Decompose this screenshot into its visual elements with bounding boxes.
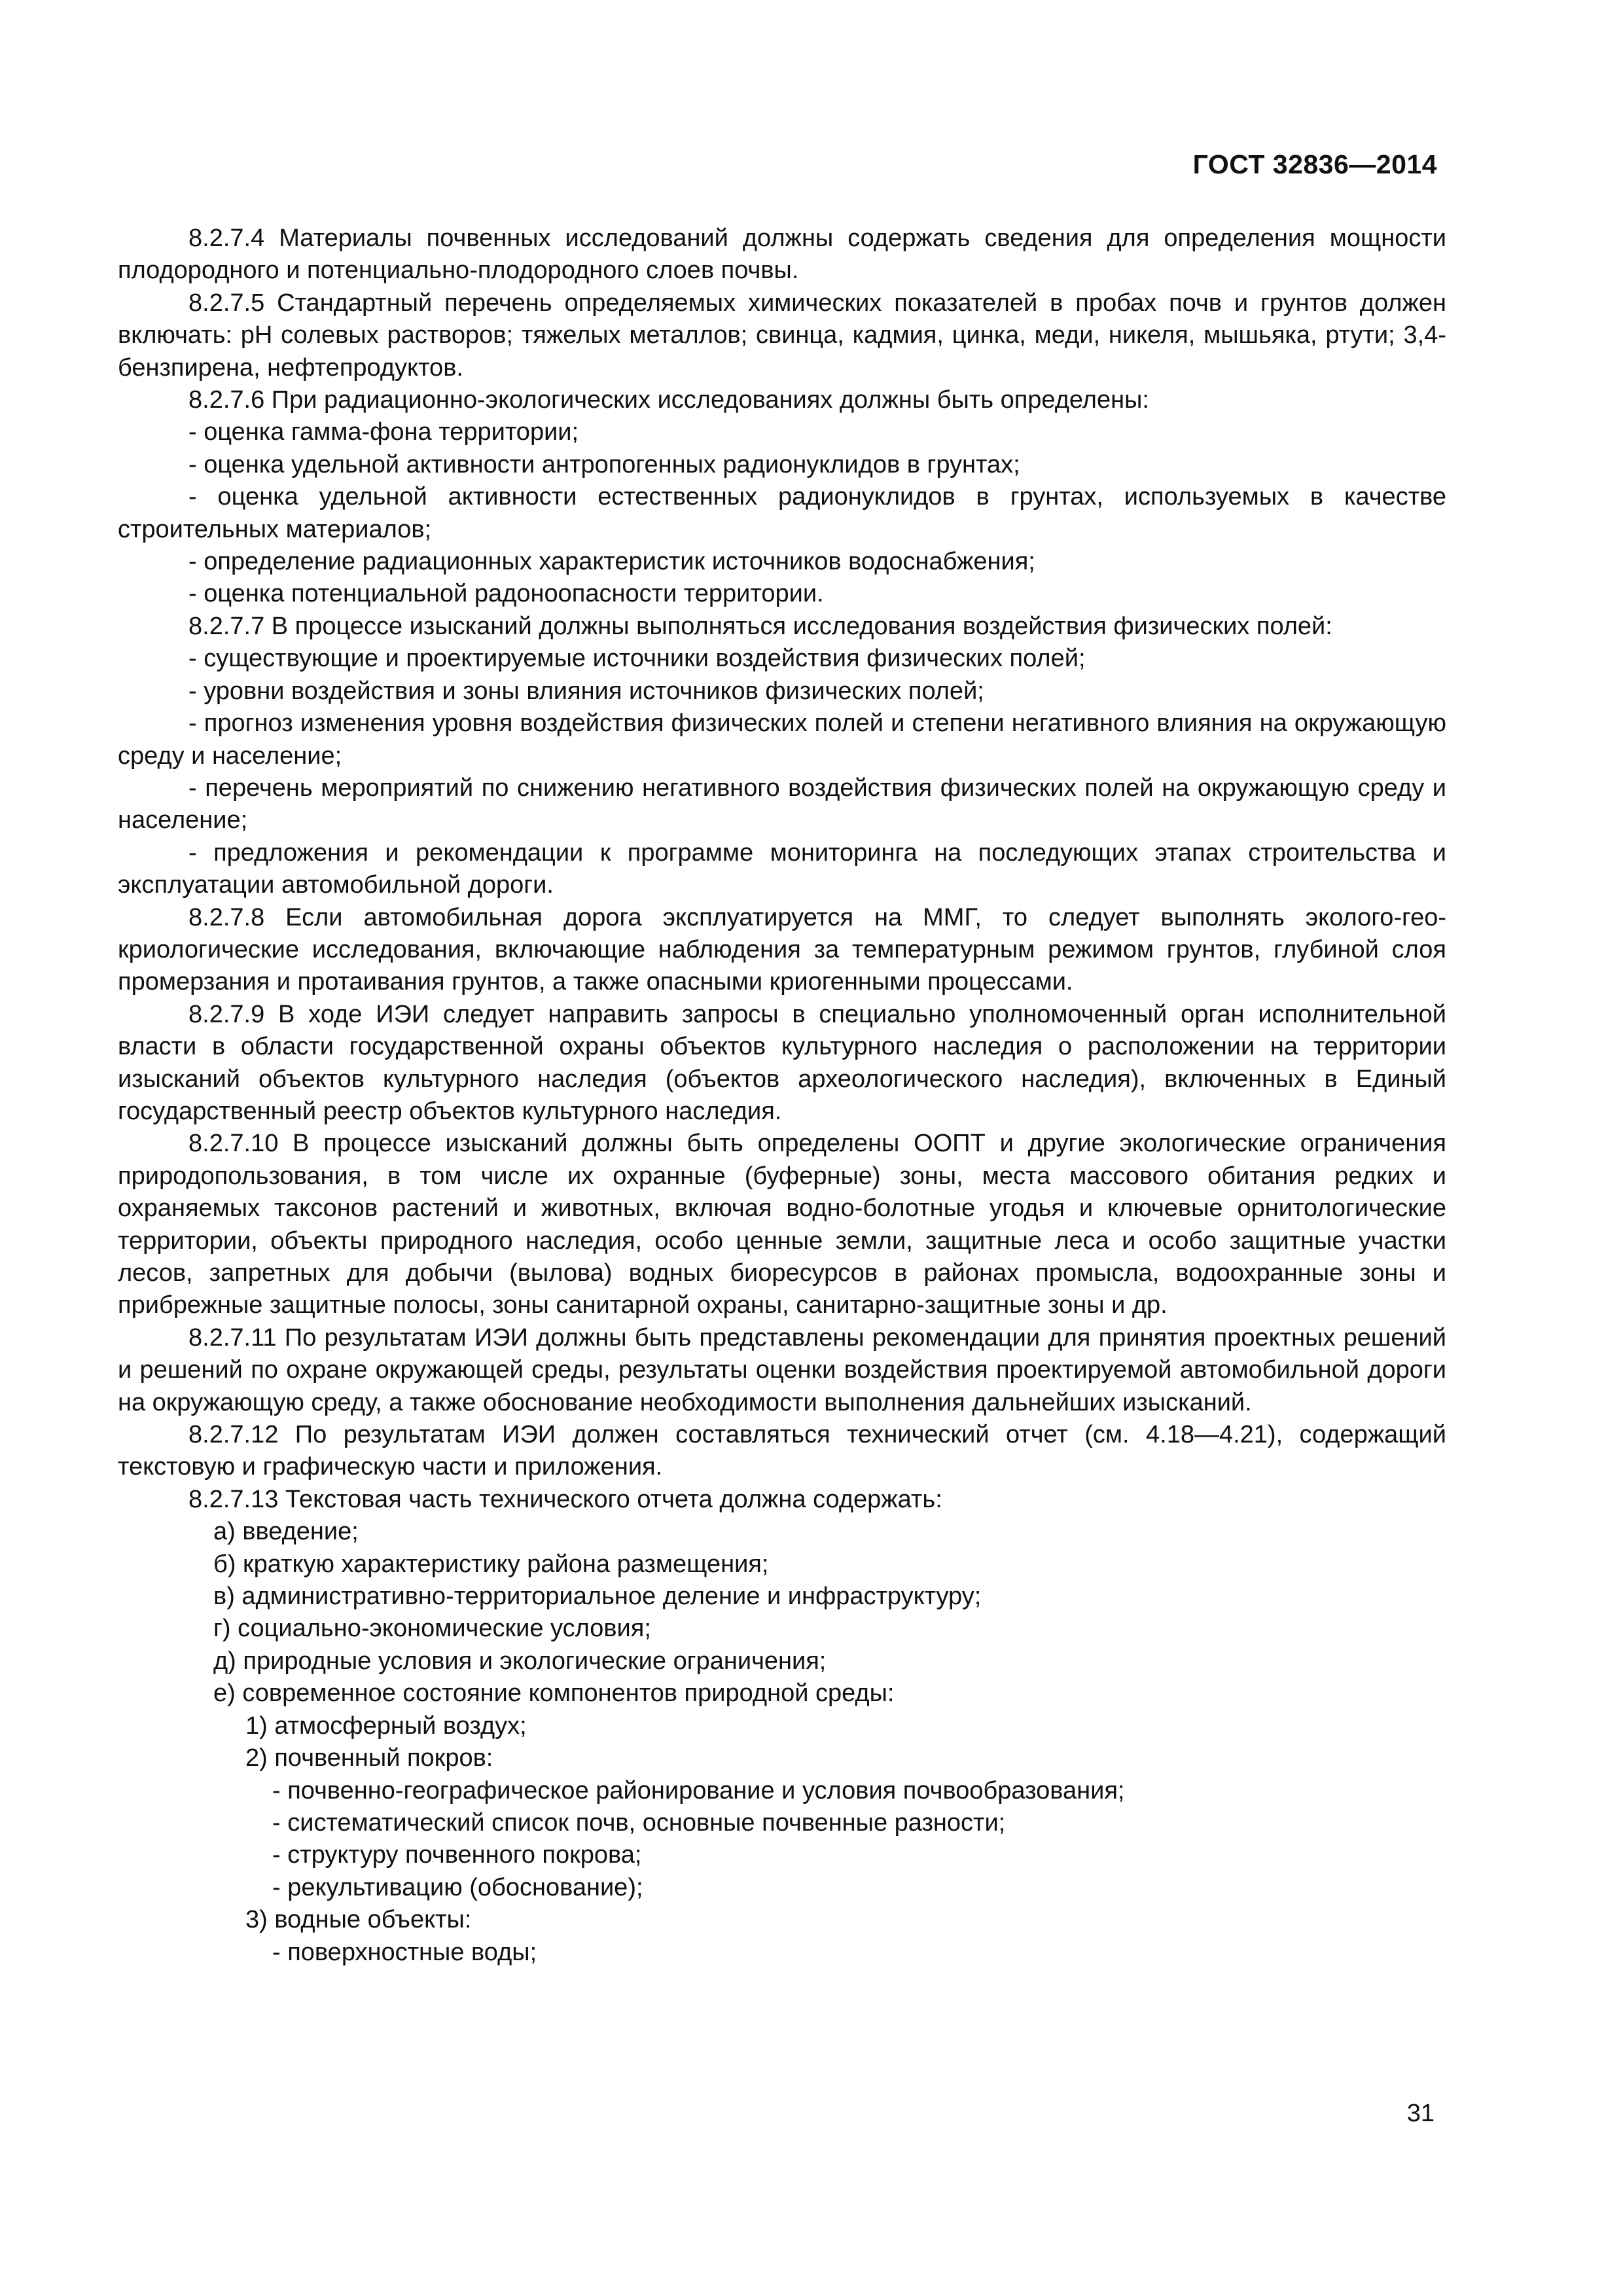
list-item: - предложения и рекомендации к программе мониторинга на последующих этапах строительства и эксплуатации автомобильной дороги.: [118, 838, 1446, 899]
document-code-header: ГОСТ 32836—2014: [1192, 149, 1437, 179]
paragraph-8-2-7-11: 8.2.7.11 По результатам ИЭИ должны быть представлены рекомендации для принятия проектных решений и решений по охране окружающей среды, результаты оценки воздействия проектируемой автомобильной дороги на окружающую среду, а также обоснование необходимости выполнения дальнейших изысканий.: [118, 1323, 1446, 1416]
list-item: - поверхностные воды;: [272, 1938, 537, 1966]
list-item: 1) атмосферный воздух;: [245, 1712, 527, 1740]
list-item: - оценка потенциальной радоноопасности территории.: [188, 580, 824, 608]
list-item: - систематический список почв, основные почвенные разности;: [272, 1808, 1006, 1837]
list-item: 3) водные объекты:: [245, 1906, 472, 1934]
list-item: - прогноз изменения уровня воздействия физических полей и степени негативного влияния на окружающую среду и население;: [118, 709, 1446, 770]
list-item: - почвенно-географическое районирование и условия почвообразования;: [272, 1776, 1125, 1804]
paragraph-8-2-7-13: 8.2.7.13 Текстовая часть технического отчета должна содержать:: [188, 1485, 942, 1513]
paragraph-8-2-7-9: 8.2.7.9 В ходе ИЭИ следует направить запросы в специально уполномоченный орган исполнительной власти в области государственной охраны объектов культурного наследия о расположении на территории изысканий объектов культурного наследия (объектов археологического наследия), включенных в Единый государственный реестр объектов культурного наследия.: [118, 1000, 1446, 1125]
list-item: - оценка удельной активности антропогенных радионуклидов в грунтах;: [188, 450, 1020, 478]
list-item: е) современное состояние компонентов природной среды:: [213, 1679, 895, 1708]
paragraph-8-2-7-6: 8.2.7.6 При радиационно-экологических исследованиях должны быть определены:: [188, 386, 1149, 414]
paragraph-8-2-7-4: 8.2.7.4 Материалы почвенных исследований должны содержать сведения для определения мощности плодородного и потенциально-плодородного слоев почвы.: [118, 224, 1446, 285]
list-item: - перечень мероприятий по снижению негативного воздействия физических полей на окружающую среду и население;: [118, 774, 1446, 834]
page-number: 31: [1406, 2100, 1435, 2127]
list-item: г) социально-экономические условия;: [213, 1615, 651, 1643]
paragraph-8-2-7-12: 8.2.7.12 По результатам ИЭИ должен составляться технический отчет (см. 4.18—4.21), содержащий текстовую и графическую части и приложения.: [118, 1421, 1446, 1481]
paragraph-8-2-7-8: 8.2.7.8 Если автомобильная дорога эксплуатируется на ММГ, то следует выполнять эколого-геокриологические исследования, включающие наблюдения за температурным режимом грунтов, глубиной слоя промерзания и протаивания грунтов, а также опасными криогенными процессами.: [118, 903, 1446, 996]
paragraph-8-2-7-7: 8.2.7.7 В процессе изысканий должны выполняться исследования воздействия физических полей:: [188, 612, 1332, 640]
list-item: - существующие и проектируемые источники воздействия физических полей;: [188, 645, 1086, 673]
list-item: а) введение;: [213, 1518, 359, 1546]
list-item: 2) почвенный покров:: [245, 1744, 493, 1772]
list-item: - структуру почвенного покрова;: [272, 1841, 642, 1869]
list-item: в) административно-территориальное деление и инфраструктуру;: [213, 1583, 982, 1611]
paragraph-8-2-7-5: 8.2.7.5 Стандартный перечень определяемых химических показателей в пробах почв и грунтов должен включать: pH солевых растворов; тяжелых металлов; свинца, кадмия, цинка, меди, никеля, мышьяка, ртути; 3,4-бензпирена, нефтепродуктов.: [118, 289, 1446, 382]
list-item: - определение радиационных характеристик источников водоснабжения;: [188, 548, 1035, 576]
list-item: б) краткую характеристику района размещения;: [213, 1550, 769, 1578]
paragraph-8-2-7-10: 8.2.7.10 В процессе изысканий должны быть определены ООПТ и другие экологические ограничения природопользования, в том числе их охранные (буферные) зоны, места массового обитания редких и охраняемых таксонов растений и животных, включая водно-болотные угодья и ключевые орнитологические территории, объекты природного наследия, особо ценные земли, защитные леса и особо защитные участки лесов, запретных для добычи (вылова) водных биоресурсов в районах промысла, водоохранные зоны и прибрежные защитные полосы, зоны санитарной охраны, санитарно-защитные зоны и др.: [118, 1130, 1446, 1319]
list-item: - уровни воздействия и зоны влияния источников физических полей;: [188, 677, 984, 705]
list-item: - оценка удельной активности естественных радионуклидов в грунтах, используемых в качестве строительных материалов;: [118, 483, 1446, 543]
list-item: - рекультивацию (обоснование);: [272, 1873, 643, 1901]
document-body: [118, 223, 1446, 1969]
list-item: - оценка гамма-фона территории;: [188, 418, 579, 446]
list-item: д) природные условия и экологические ограничения;: [213, 1647, 827, 1675]
